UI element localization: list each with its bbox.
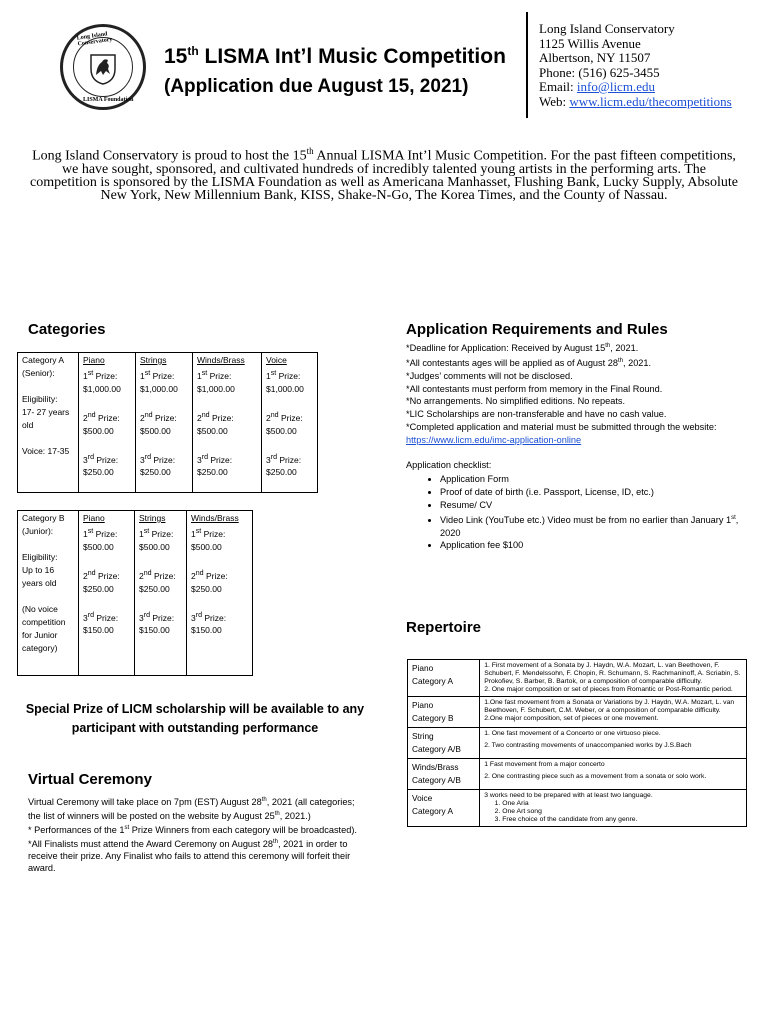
table-row: Winds/Brass Category A/B 1 Fast movement from a major concerto 2. One contrasting piece such as a movement from a sonata or solo work.	[408, 759, 747, 790]
category-a-voice: Voice 1st Prize: $1,000.00 2nd Prize: $500.00 3rd Prize: $250.00	[262, 353, 318, 493]
list-item: 1. One Aria	[502, 800, 742, 808]
requirements-list: *Deadline for Application: Received by August 15th, 2021. *All contestants ages will be applied as of August 28th, 2021. *Judges’ comments will not be disclosed. *All contestants must perform from memory in the Final Round. *No arrangements. No simplified editions. No repeats. *LIC Scholarships are non-transferable and have no cash value. *Completed application and material must be submitted through the website: https://www.licm.edu/imc-application-online Application checklist: • Application Form • Proof of date of birth (i.e. Passport, License, ID, etc.) • Resume/ CV • Video Link (YouTube etc.) Video must be from no earlier than January 1st, 2020 • Application fee $100	[406, 340, 746, 552]
application-checklist	[406, 473, 746, 552]
conservatory-seal-logo	[60, 24, 146, 110]
list-item: • Resume/ CV	[440, 499, 746, 512]
table-row: Piano Category B 1.One fast movement from a Sonata or Variations by J. Haydn, W.A. Mozart, L. van Beethoven, F. Schubert, C.M. Weber, or a composition of comparable difficulty. 2.One major composition, set of pieces or one movement.	[408, 697, 747, 728]
table-row: Voice Category A 3 works need to be prepared with at least two language. 1. One Aria 2. One Art song 3. Free choice of the candidate from any genre.	[408, 790, 747, 827]
list-item: 2. One Art song	[502, 808, 742, 816]
category-b-table	[17, 510, 253, 676]
category-a-table	[17, 352, 318, 493]
table-row: String Category A/B 1. One fast movement of a Concerto or one virtuoso piece. 2. Two contrasting movements of unaccompanied works by J.S.Bach	[408, 728, 747, 759]
virtual-ceremony-heading: Virtual Ceremony	[28, 771, 152, 788]
special-prize-note: Special Prize of LICM scholarship will be available to any participant with outstanding performance	[25, 702, 365, 735]
intro-paragraph: Long Island Conservatory is proud to host the 15th Annual LISMA Int’l Music Competition. For the past fifteen competitions, we have sought, sponsored, and cultivated hundreds of incredibly talented young artists in the performing arts. The competition is sponsored by the LISMA Foundation as well as Americana Manhasset, Flushing Bank, Lucky Supply, Absolute New York, New Millennium Bank, KISS, Shake-N-Go, The Korea Times, and the County of Nassau.	[30, 146, 738, 203]
lion-icon	[83, 47, 123, 87]
list-item: • Video Link (YouTube etc.) Video must be from no earlier than January 1st, 2020	[440, 512, 746, 540]
virtual-ceremony-text: Virtual Ceremony will take place on 7pm (EST) August 28th, 2021 (all categories; the list of winners will be posted on the website by August 25th, 2021.) * Performances of the 1st Prize Winners from each category will be broadcasted). *All Finalists must attend the Award Ceremony on August 28th, 2021 in order to receive their prize. Any Finalist who fails to attend this ceremony will forfeit their award.	[28, 797, 357, 874]
list-item: • Application fee $100	[440, 539, 746, 552]
repertoire-table	[407, 659, 747, 827]
categories-heading: Categories	[28, 321, 106, 338]
seal-text-top: Long Island Conservatory	[76, 31, 113, 48]
list-item: 3. Free choice of the candidate from any genre.	[502, 816, 742, 824]
category-b-winds-brass: Winds/Brass 1st Prize: $500.00 2nd Prize: $250.00 3rd Prize: $150.00	[187, 511, 253, 676]
category-a-strings: Strings 1st Prize: $1,000.00 2nd Prize: $500.00 3rd Prize: $250.00	[136, 353, 193, 493]
repertoire-heading: Repertoire	[406, 619, 482, 636]
category-a-winds-brass: Winds/Brass 1st Prize: $1,000.00 2nd Prize: $500.00 3rd Prize: $250.00	[193, 353, 262, 493]
category-b-info: Category B (Junior): Eligibility: Up to 16 years old (No voice competition for Junior category)	[18, 511, 79, 676]
header-divider	[526, 12, 528, 118]
list-item: • Application Form	[440, 473, 746, 486]
category-b-strings: Strings 1st Prize: $500.00 2nd Prize: $250.00 3rd Prize: $150.00	[135, 511, 187, 676]
table-row: Piano Category A 1. First movement of a Sonata by J. Haydn, W.A. Mozart, L. van Beethoven, F. Schubert, F. Mendelssohn, F. Chopin, R. Schumann, S. Rachmaninoff, A. Scriabin, S. Prokofiev, S. Barber, B. Bartok, or a composition of comparable difficulty. 2. One major composition or set of pieces from Romantic or Post-Romantic period.	[408, 660, 747, 697]
website-link[interactable]: www.licm.edu/thecompetitions	[569, 93, 732, 109]
page-subtitle: (Application due August 15, 2021)	[164, 76, 469, 97]
category-a-piano: Piano 1st Prize: $1,000.00 2nd Prize: $500.00 3rd Prize: $250.00	[79, 353, 136, 493]
requirements-heading: Application Requirements and Rules	[406, 321, 668, 338]
application-link[interactable]: https://www.licm.edu/imc-application-online	[406, 434, 582, 445]
contact-address: Long Island Conservatory 1125 Willis Avenue Albertson, NY 11507 Phone: (516) 625-3455 Email: info@licm.edu Web: www.licm.edu/thecompetitions	[539, 21, 732, 109]
category-b-piano: Piano 1st Prize: $500.00 2nd Prize: $250.00 3rd Prize: $150.00	[79, 511, 135, 676]
page-title: 15th LISMA Int’l Music Competition	[164, 44, 506, 68]
category-a-info: Category A (Senior): Eligibility: 17- 27 years old Voice: 17-35	[18, 353, 79, 493]
email-link[interactable]: info@licm.edu	[576, 79, 655, 94]
seal-text-bottom: LISMA Foundation	[83, 97, 134, 103]
list-item: • Proof of date of birth (i.e. Passport, License, ID, etc.)	[440, 486, 746, 499]
